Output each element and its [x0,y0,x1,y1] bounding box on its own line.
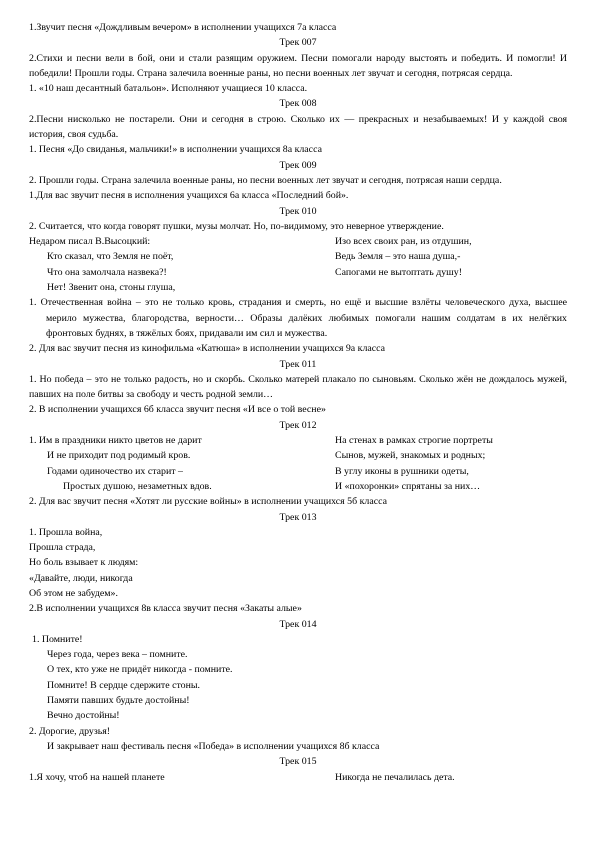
text-paragraph: 2.Стихи и песни вели в бой, они и стали разящим оружием. Песни помогали народу выстоять и победить. И помогли! И победили! Прошли годы. Страна залечила военные раны, но песни военных лет звучат и сегодня, потрясая сердца. [29,52,567,79]
poem-line: Кто сказал, что Земля не поёт, [47,251,174,263]
text-paragraph: 1. Отечественная война – это не только кровь, страдания и смерть, но ещё и высшие взлёты человеческого духа, высшее мерило мужества, благородства, верности… Образы далёких любимых помогали нашим солдатам в их нелёгких фронтовых буднях, в тяжёлых боях, придавали им сил и мужества. [29,297,567,339]
poem-left-column [29,433,335,494]
poem-two-columns [29,770,567,785]
text-line: 2.В исполнении учащихся 8в класса звучит песня «Закаты алые» [29,603,302,615]
text-paragraph: 2.Песни нисколько не постарели. Они и сегодня в строю. Сколько их — прекрасных и незабываемых! И у каждой своя история, своя судьба. [29,113,567,141]
poem-line: 1. Помните! [32,633,83,645]
poem-line: Изо всех своих ран, из отдушин, [335,236,472,248]
text-line: Недаром писал В.Высоцкий: [29,236,151,248]
track-heading: Трек 009 [279,159,317,171]
track-heading: Трек 007 [279,37,317,49]
poem-line: Через года, через века – помните. [47,649,188,661]
text-line: 2. В исполнении учащихся 6б класса звучит песня «И все о той весне» [29,404,326,416]
text-line: 1.Звучит песня «Дождливым вечером» в исполнении учащихся 7а класса [29,22,337,33]
poem-right-column [335,433,567,494]
poem-line: На стенах в рамках строгие портреты [335,435,493,447]
text-line: 1. «10 наш десантный батальон». Исполняют учащиеся 10 класса. [29,83,308,95]
text-paragraph: 1. Но победа – это не только радость, но и скорбь. Сколько матерей плакало по сыновьям. Сколько жён не дождалось мужей, павших на поле битвы за свободу и честь родной земли… [29,373,567,401]
text-line: 2. Для вас звучит песня из кинофильма «Катюша» в исполнении учащихся 9а класса [29,343,386,355]
poem-right-column [335,234,567,295]
text-line: 2. Для вас звучит песня «Хотят ли русские войны» в исполнении учащихся 5б класса [29,496,387,508]
poem-right-column [335,770,567,785]
document-page [29,14,567,785]
track-heading: Трек 010 [279,205,317,217]
text-line: 1. Песня «До свиданья, мальчики!» в исполнении учащихся 8а класса [29,144,322,156]
poem-line: 1.Я хочу, чтоб на нашей планете [29,771,165,783]
text-line: 2. Дорогие, друзья! [29,725,111,737]
poem-two-columns [29,234,567,295]
poem-line: Годами одиночество их старит – [47,465,183,477]
poem-line: Памяти павших будьте достойны! [47,695,190,707]
track-heading: Трек 008 [279,98,317,110]
poem-line: 1. Прошла война, [29,526,103,538]
poem-line: Нет! Звенит она, стоны глуша, [47,282,176,294]
poem-left-column [29,770,335,785]
text-paragraph: 2. Прошли годы. Страна залечила военные раны, но песни военных лет звучат и сегодня, потрясая наши сердца. [29,174,502,186]
poem-line: Что она замолчала назвека?! [47,266,167,278]
track-heading: Трек 012 [279,419,317,431]
poem-line: Сапогами не вытоптать душу! [335,266,462,278]
text-line: 1.Для вас звучит песня в исполнения учащихся 6а класса «Последний бой». [29,190,349,202]
poem-line: И «похоронки» спрятаны за них… [335,480,481,492]
poem-line: О тех, кто уже не придёт никогда - помните. [47,664,233,676]
poem-line: Вечно достойны! [47,710,120,722]
poem-line: «Давайте, люди, никогда [29,572,133,584]
text-line: И закрывает наш фестиваль песня «Победа» в исполнении учащихся 8б класса [47,740,380,752]
poem-two-columns [29,433,567,494]
poem-left-column [29,234,335,295]
poem-line: Простых душою, незаметных вдов. [63,480,212,492]
poem-line: Но боль взывает к людям: [29,557,139,569]
poem-line: Помните! В сердце сдержите стоны. [47,679,200,691]
poem-line: В углу иконы в рушники одеты, [335,465,469,477]
poem-line: И не приходит под родимый кров. [47,450,191,462]
track-heading: Трек 014 [279,618,317,630]
track-heading: Трек 015 [279,756,317,768]
track-heading: Трек 011 [279,358,317,370]
track-heading: Трек 013 [279,511,317,523]
poem-line: Об этом не забудем». [29,587,118,599]
poem-line: Никогда не печалилась дета. [335,771,455,783]
poem-line: Сынов, мужей, знакомых и родных; [335,450,486,462]
poem-line: 1. Им в праздники никто цветов не дарит [29,435,202,447]
text-line: 2. Считается, что когда говорят пушки, музы молчат. Но, по-видимому, это неверное утверждение. [29,220,444,232]
poem-line: Ведь Земля – это наша душа,- [335,251,461,263]
poem-line: Прошла страда, [29,542,96,554]
